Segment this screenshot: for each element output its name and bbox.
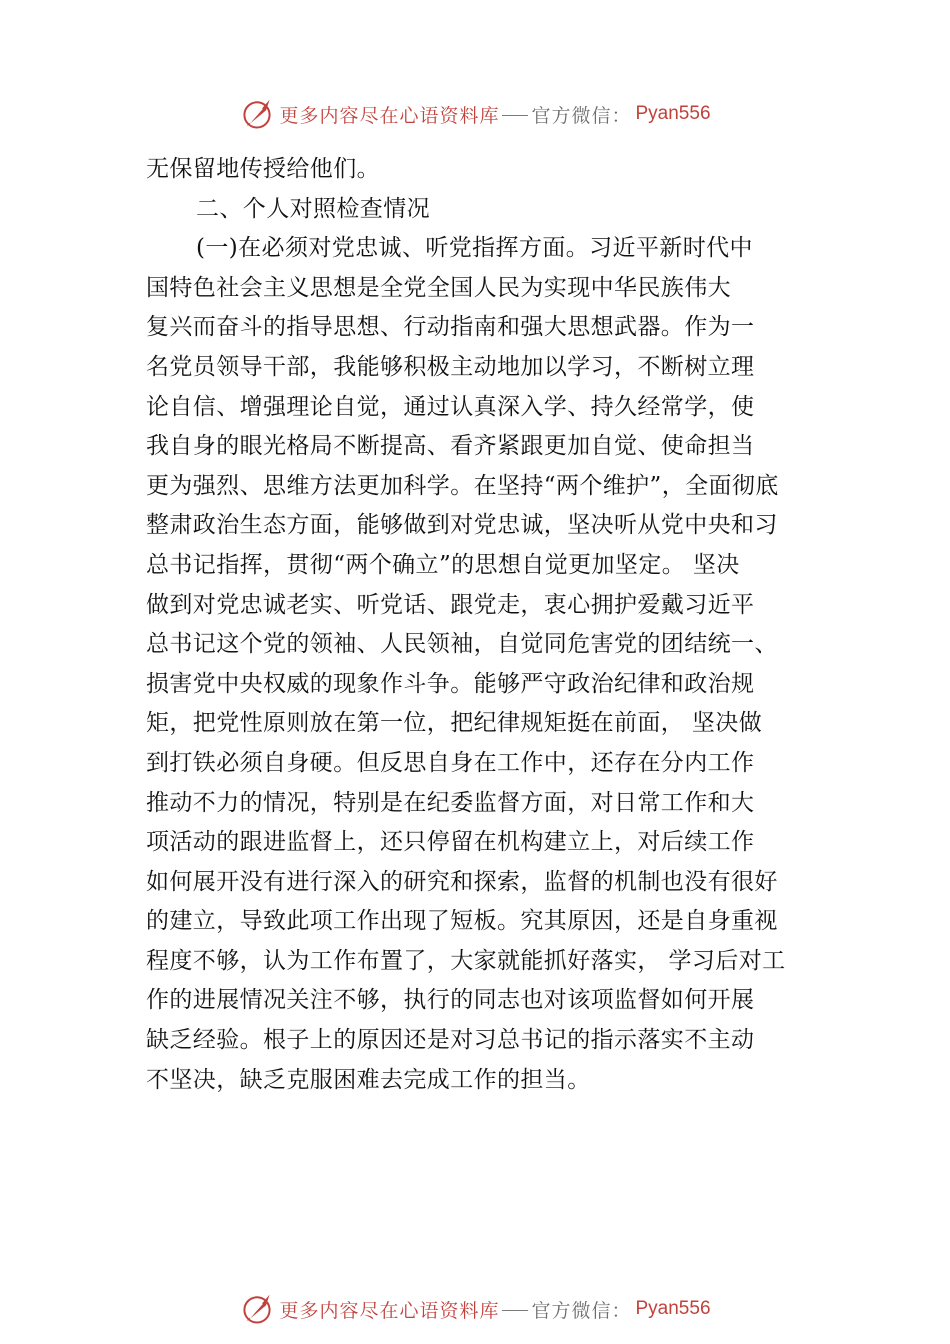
text-line: 推动不力的情况，特别是在纪委监督方面，对日常工作和大: [146, 789, 755, 816]
watermark-wechat-id: Pyan556: [635, 1298, 711, 1319]
watermark-wechat-id: Pyan556: [635, 103, 711, 124]
watermark-brand: 更多内容尽在心语资料库: [279, 1299, 500, 1322]
text-line: 论自信、增强理论自觉，通过认真深入学、持久经常学，使: [146, 393, 755, 420]
watermark-dash: [502, 115, 528, 116]
text-line: 做到对党忠诚老实、听党话、跟党走，衷心拥护爱戴习近平: [146, 591, 755, 618]
text-line: 作的进展情况关注不够，执行的同志也对该项监督如何开展: [146, 987, 755, 1014]
text-line: 名党员领导干部，我能够积极主动地加以学习，不断树立理: [146, 353, 755, 380]
text-line: 不坚决，缺乏克服困难去完成工作的担当。: [146, 1066, 591, 1093]
text-line: 复兴而奋斗的指导思想、行动指南和强大思想武器。作为一: [146, 314, 755, 341]
text-line: 无保留地传授给他们。: [146, 156, 380, 182]
header-watermark: [0, 94, 950, 134]
footer-watermark: [0, 1289, 950, 1329]
text-line: 项活动的跟进监督上，还只停留在机构建立上，对后续工作: [146, 829, 755, 856]
text-line: 更为强烈、思维方法更加科学。在坚持“两个维护”，全面彻底: [146, 472, 779, 499]
text-line: 总书记指挥，贯彻“两个确立”的思想自觉更加坚定。 坚决: [146, 551, 740, 578]
text-line: 二、个人对照检查情况: [196, 195, 430, 222]
text-line: 整肃政治生态方面，能够做到对党忠诚，坚决听从党中央和习: [146, 512, 778, 539]
watermark-official: 官方微信：: [531, 104, 632, 127]
text-line: 程度不够，认为工作布置了，大家就能抓好落实， 学习后对工: [146, 947, 786, 974]
text-line: 总书记这个党的领袖、人民领袖，自觉同危害党的团结统一、: [146, 631, 778, 658]
text-line: 如何展开没有进行深入的研究和探索，监督的机制也没有很好: [146, 868, 778, 895]
quill-pen-logo-icon: [239, 1291, 275, 1327]
text-line: 到打铁必须自身硬。但反思自身在工作中，还存在分内工作: [146, 749, 755, 776]
document-body: [146, 150, 826, 1100]
text-line: 矩，把党性原则放在第一位，把纪律规矩挺在前面， 坚决做: [146, 710, 763, 737]
watermark-brand: 更多内容尽在心语资料库: [279, 104, 500, 127]
quill-pen-logo-icon: [239, 96, 275, 132]
text-line: 的建立，导致此项工作出现了短板。究其原因，还是自身重视: [146, 908, 778, 935]
text-line: 缺乏经验。根子上的原因还是对习总书记的指示落实不主动: [146, 1027, 755, 1054]
watermark-official: 官方微信：: [531, 1299, 632, 1322]
text-line: 我自身的眼光格局不断提高、看齐紧跟更加自觉、使命担当: [146, 433, 755, 460]
watermark-dash: [502, 1310, 528, 1311]
text-line: (一)在必须对党忠诚、听党指挥方面。习近平新时代中: [196, 235, 753, 262]
text-line: 国特色社会主义思想是全党全国人民为实现中华民族伟大: [146, 274, 731, 301]
text-line: 损害党中央权威的现象作斗争。能够严守政治纪律和政治规: [146, 670, 755, 697]
